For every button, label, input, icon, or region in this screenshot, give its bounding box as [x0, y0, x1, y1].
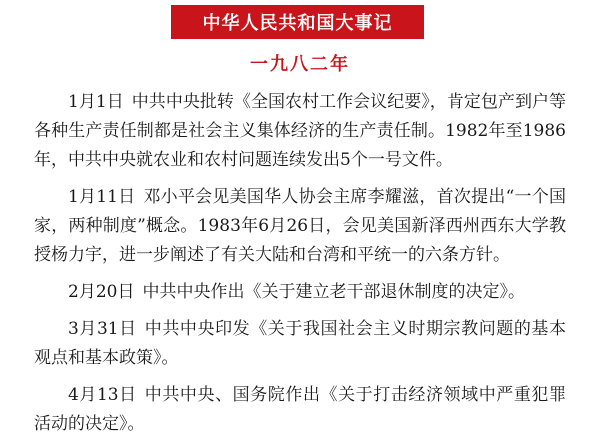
entry-text: 邓小平会见美国华人协会主席李耀滋，首次提出“一个国家，两种制度”概念。1983年6月26日，会见美国新泽西州西东大学教授杨力宇，进一步阐述了有关大陆和台湾和平统一的六条方针。	[34, 187, 566, 265]
title-banner	[171, 5, 424, 39]
entry-date: 3月31日	[68, 319, 137, 339]
banner-title: 中华人民共和国大事记	[202, 13, 393, 34]
chronicle-entry	[34, 183, 566, 270]
entry-text: 中共中央、国务院作出《关于打击经济领域中严重犯罪活动的决定》。	[34, 385, 567, 434]
entry-date: 1月11日	[68, 187, 136, 207]
chronicle-entry	[34, 88, 566, 175]
entry-date: 4月13日	[68, 385, 137, 405]
year-heading: 一九八二年	[250, 54, 350, 75]
entry-text: 中共中央作出《关于建立老干部退休制度的决定》。	[142, 282, 525, 302]
chronicle-entry	[34, 278, 566, 307]
chronicle-entry	[34, 381, 566, 439]
chronicle-entry	[34, 315, 566, 373]
entry-date: 1月1日	[68, 92, 124, 112]
entry-date: 2月20日	[68, 282, 135, 302]
chronicle-body	[34, 88, 566, 447]
entry-text: 中共中央印发《关于我国社会主义时期宗教问题的基本观点和基本政策》。	[34, 319, 567, 368]
entry-text: 中共中央批转《全国农村工作会议纪要》，肯定包产到户等各种生产责任制都是社会主义集体经济的生产责任制。1982年至1986年，中共中央就农业和农村问题连续发出5个一号文件。	[34, 92, 567, 170]
